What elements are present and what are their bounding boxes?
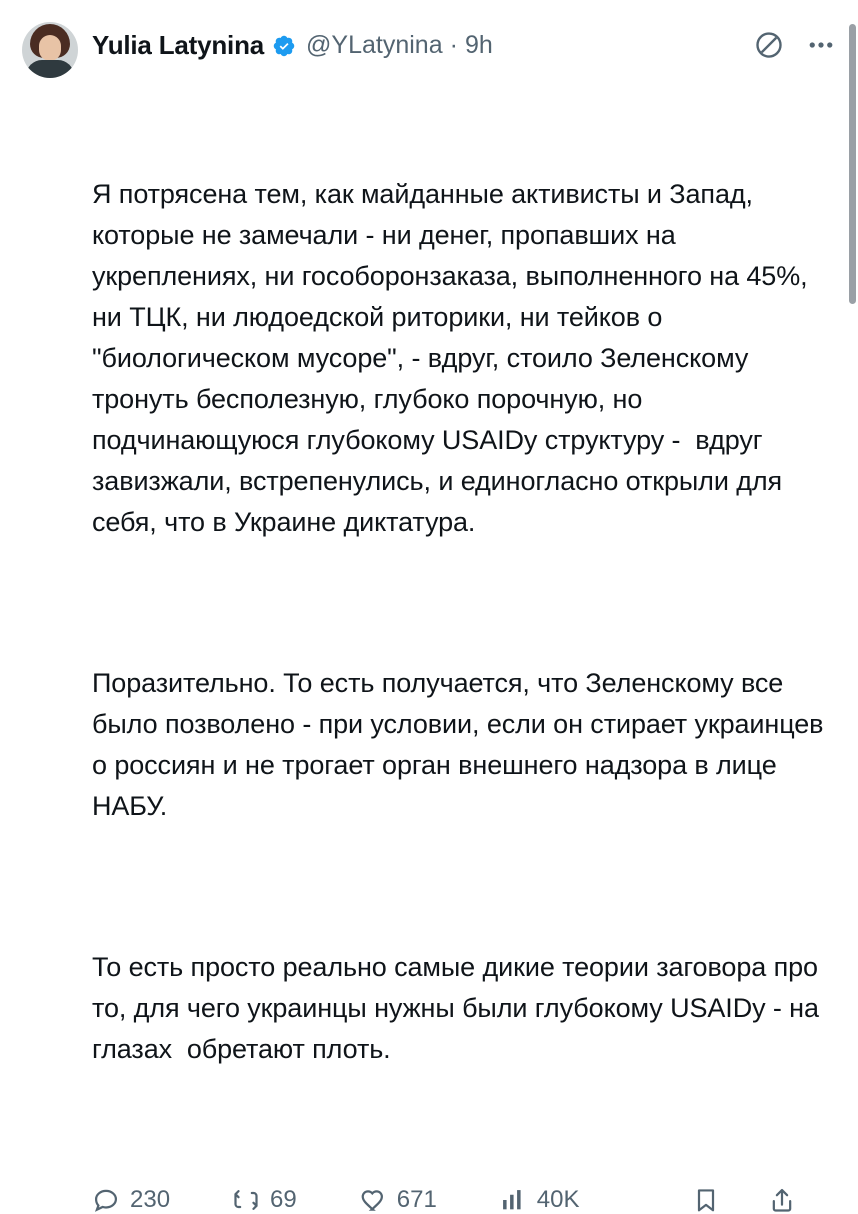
reply-button[interactable] — [92, 1186, 170, 1214]
secondary-actions — [692, 1186, 836, 1214]
reply-icon — [92, 1186, 120, 1214]
views-button[interactable] — [499, 1186, 580, 1214]
verified-badge-icon — [272, 34, 296, 58]
header-actions — [754, 20, 836, 60]
views-icon — [499, 1186, 527, 1214]
separator-dot: · — [449, 31, 458, 59]
more-options-icon[interactable] — [806, 30, 836, 60]
reply-count: 230 — [130, 1186, 171, 1213]
author-block — [92, 20, 740, 61]
author-handle[interactable]: @YLatynina — [306, 31, 443, 59]
share-button[interactable] — [768, 1186, 796, 1214]
views-count: 40K — [536, 1186, 580, 1213]
not-interested-icon[interactable] — [754, 30, 784, 60]
tweet-paragraph: Я потрясена тем, как майданные активисты и Запад, которые не замечали - ни денег, пропавших на укреплениях, ни гособоронзаказа, выполненного на 45%, ни ТЦК, ни людоедской риторики, ни тейков о "биологическом мусоре", - вдруг, стоило Зеленскому тронуть бесполезную, глубоко порочную, но подчинающуюся глубокому USAIDy структуру - вдруг завизжали, встрепенулись, и единогласно открыли для себя, что в Украине диктатура. — [92, 179, 815, 537]
tweet-timestamp[interactable]: 9h — [464, 31, 493, 59]
retweet-button[interactable] — [232, 1186, 297, 1214]
scrollbar[interactable] — [849, 24, 856, 304]
tweet-header — [22, 20, 836, 78]
avatar-face — [39, 35, 61, 61]
tweet-paragraph: То есть просто реально самые дикие теории заговора про то, для чего украинцы нужны были глубокому USAIDy - на глазах обретают плоть. — [92, 952, 827, 1064]
avatar-body — [26, 60, 74, 78]
author-display-name[interactable]: Yulia Latynina — [92, 30, 265, 60]
avatar[interactable] — [22, 22, 78, 78]
retweet-count: 69 — [270, 1186, 297, 1213]
retweet-icon — [232, 1186, 260, 1214]
tweet-text — [22, 92, 836, 1152]
tweet-action-bar — [22, 1186, 836, 1214]
like-icon — [359, 1186, 387, 1214]
tweet-paragraph: Поразительно. То есть получается, что Зеленскому все было позволено - при условии, если он стирает украинцев о россиян и не трогает орган внешнего надзора в лице НАБУ. — [92, 668, 831, 821]
like-count: 671 — [396, 1186, 437, 1213]
like-button[interactable] — [359, 1186, 437, 1214]
bookmark-button[interactable] — [692, 1186, 720, 1214]
